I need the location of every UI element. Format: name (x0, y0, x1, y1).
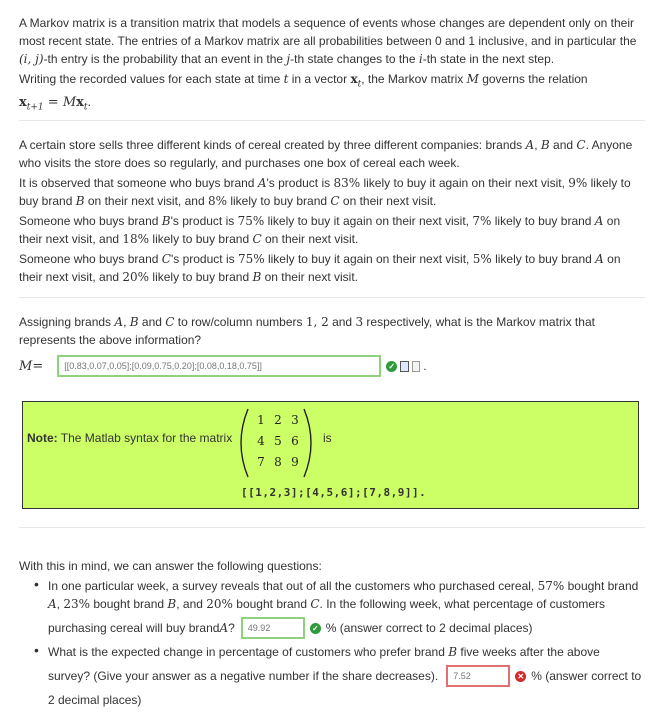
matrix-cell: 3 (291, 413, 299, 427)
correct-check-icon: ✓ (386, 361, 397, 372)
intro-line-4: Writing the recorded values for each state at time t in a vector $x_t$, the Markov matrix M governs the relation (19, 72, 588, 90)
note-is: is (323, 431, 332, 445)
question-percentage-a (48, 577, 648, 639)
matrix-cell: 1 (257, 413, 265, 427)
document-icon[interactable] (412, 361, 420, 372)
note-text: Note: The Matlab syntax for the matrix (27, 431, 233, 445)
brand-a-line-2: buy brand B on their next visit, and 8% likely to buy brand C on their next visit. (19, 194, 437, 208)
matrix-answer-row (19, 355, 427, 377)
matlab-syntax-note (22, 401, 639, 509)
q2-unit: % (answer correct to (531, 669, 642, 683)
brand-b-line-2: their next visit, and 18% likely to buy brand C on their next visit. (19, 232, 359, 246)
intro-line-2: most recent state. The entries of a Markov matrix are all probabilities between 0 and 1 inclusive, and in particular the (19, 34, 637, 48)
brand-a-percentage-input[interactable]: 49.92 (241, 617, 305, 639)
trailing-dot: . (423, 359, 427, 373)
question-change-b (48, 643, 648, 709)
question-line-1: Assigning brands A, B and C to row/column numbers 1, 2 and 3 respectively, what is the Markov matrix that (19, 315, 595, 329)
questions-intro (19, 557, 645, 575)
equals-sign: = (32, 358, 44, 374)
divider (19, 120, 645, 121)
intro-line-3: (i, j)-th entry is the probability that an event in the j-th state changes to the i-th state in the next step. (19, 52, 555, 66)
matrix-cell: 5 (274, 434, 282, 448)
intro-line-1: A Markov matrix is a transition matrix that models a sequence of events whose changes are dependent only on their (19, 16, 634, 30)
matrix-cell: 8 (274, 455, 282, 469)
brand-c-line-1: Someone who buys brand C's product is 75% likely to buy it again on their next visit, 5% likely to buy brand A on (19, 252, 621, 266)
bullet: • (34, 576, 39, 592)
question-line-2: represents the above information? (19, 333, 202, 347)
note-label: Note: (27, 431, 58, 445)
q1-unit: % (answer correct to 2 decimal places) (325, 621, 533, 635)
matrix-answer-input[interactable]: [[0.83,0.07,0.05];[0.09,0.75,0.20];[0.08,0.18,0.75]] (57, 355, 381, 377)
scenario-section (19, 136, 645, 286)
matrix-cell: 2 (274, 413, 282, 427)
scenario-line-2: who visits the store does so regularly, and purchases one box of cereal each week. (19, 156, 460, 170)
brand-b-change-input[interactable]: 7.52 (446, 665, 510, 687)
divider (19, 297, 645, 298)
brand-b-line-1: Someone who buys brand B's product is 75% likely to buy it again on their next visit, 7% likely to buy brand A on (19, 214, 621, 228)
left-paren (241, 409, 248, 477)
matrix-editor-icon[interactable] (400, 361, 409, 372)
right-paren (304, 409, 311, 477)
q1-answer-row: purchasing cereal will buy brand A ? 49.92 ✓ % (answer correct to 2 decimal places) (48, 617, 648, 639)
q1-line-1: In one particular week, a survey reveals that out of all the customers who purchased cereal, 57% bought brand (48, 579, 639, 593)
matrix-cell: 9 (291, 455, 299, 469)
questions-intro-text: With this in mind, we can answer the following questions: (19, 559, 322, 573)
matrix-cell: 6 (291, 434, 299, 448)
correct-check-icon: ✓ (310, 623, 321, 634)
matrix-cell: 4 (257, 434, 265, 448)
q2-answer-row: survey? (Give your answer as a negative number if the share decreases). 7.52 ✕ % (answer correct to (48, 665, 648, 687)
matrix-question (19, 313, 645, 349)
incorrect-x-icon: ✕ (515, 671, 526, 682)
q1-line-2: A, 23% bought brand B, and 20% bought brand C. In the following week, what percentage of customers (48, 597, 606, 611)
q2-line-3: 2 decimal places) (48, 693, 142, 707)
scenario-line-1: A certain store sells three different kinds of cereal created by three different companies: brands A, B and C. Anyone (19, 138, 633, 152)
brand-a-line-1: It is observed that someone who buys brand A's product is 83% likely to buy it again on their next visit, 9% likely to (19, 176, 631, 190)
matrix-cell: 7 (257, 455, 265, 469)
example-matrix (236, 406, 316, 480)
brand-c-line-2: their next visit, and 20% likely to buy brand B on their next visit. (19, 270, 358, 284)
divider (19, 527, 645, 528)
bullet: • (34, 642, 39, 658)
matlab-syntax-example: [[1,2,3];[4,5,6];[7,8,9]]. (241, 486, 427, 499)
markov-relation: $x_{t+1} = Mx_t$. (19, 94, 92, 113)
intro-section (19, 14, 645, 117)
matrix-label: M (19, 358, 33, 374)
q2-line-1: What is the expected change in percentage of customers who prefer brand B five weeks after the above (48, 645, 600, 659)
